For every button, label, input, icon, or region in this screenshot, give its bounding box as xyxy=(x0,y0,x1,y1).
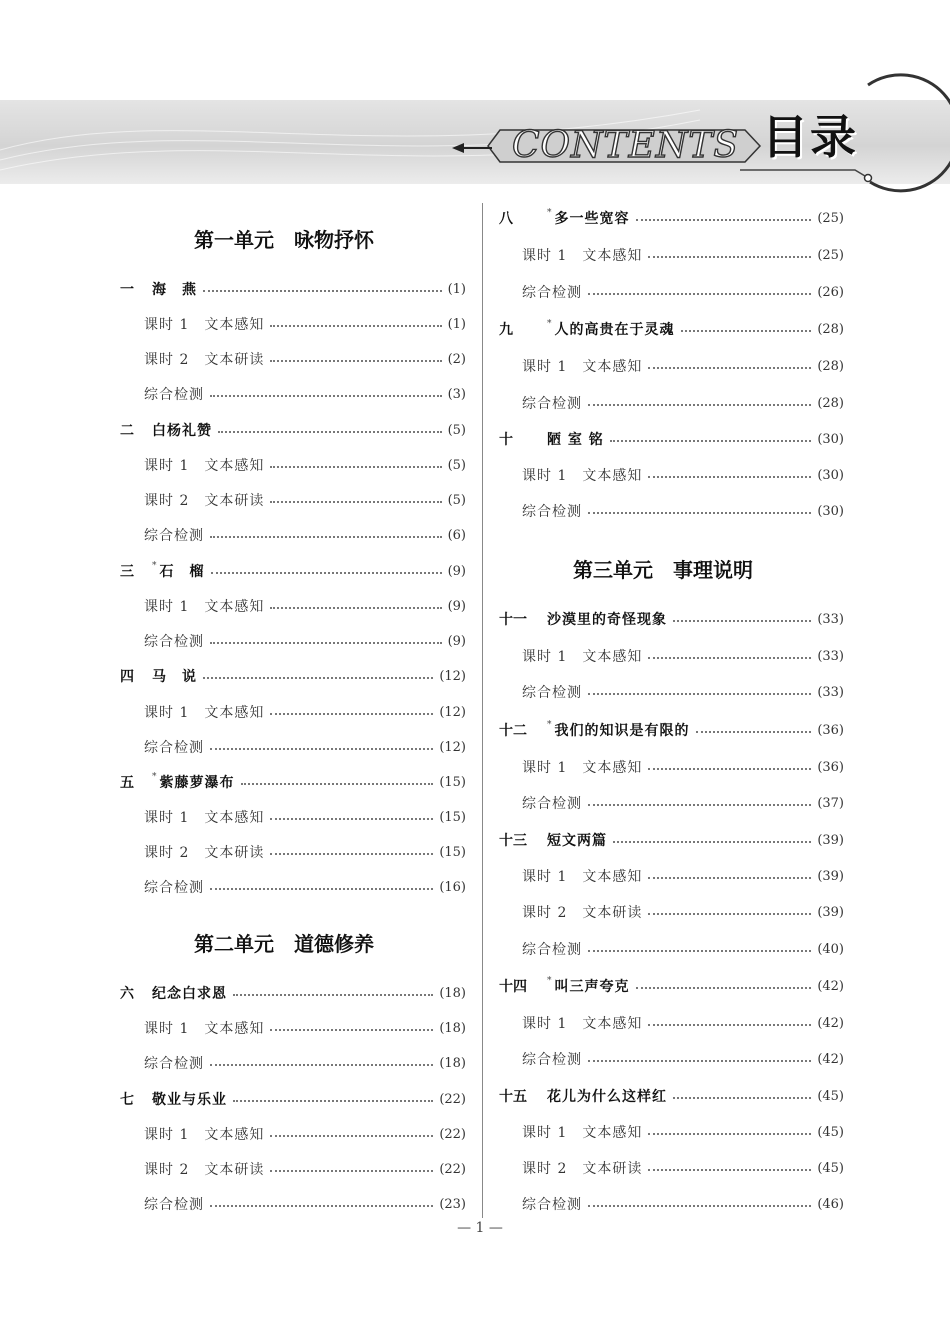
lesson-number: 九 xyxy=(499,322,513,338)
toc-lesson-entry[interactable] xyxy=(499,318,844,340)
page-reference: (5) xyxy=(447,492,466,508)
lesson-title: 纪念白求恩 xyxy=(152,986,227,1002)
dot-leader xyxy=(270,323,441,327)
unit-heading: 第一单元 咏物抒怀 xyxy=(194,228,374,252)
dot-leader xyxy=(588,948,811,952)
toc-sub-entry[interactable] xyxy=(522,645,844,667)
toc-sub-entry[interactable] xyxy=(522,681,844,703)
sub-entry-title: 综合检测 xyxy=(144,740,204,756)
page-reference: (9) xyxy=(447,633,466,649)
toc-lesson-entry[interactable] xyxy=(499,207,844,229)
toc-sub-entry[interactable] xyxy=(144,1193,466,1215)
self-study-star-icon: * xyxy=(547,976,552,986)
lesson-title: 陋 室 铭 xyxy=(547,432,604,448)
dot-leader xyxy=(681,328,812,332)
page-reference: (28) xyxy=(817,321,844,337)
toc-sub-entry[interactable] xyxy=(522,938,844,960)
sub-entry-title: 综合检测 xyxy=(144,880,204,896)
toc-lesson-entry[interactable] xyxy=(120,278,466,300)
lesson-number: 十一 xyxy=(499,612,527,628)
toc-sub-entry[interactable] xyxy=(144,876,466,898)
lesson-title: 海 燕 xyxy=(152,282,197,298)
sub-entry-title: 课时 1 文本感知 xyxy=(144,458,265,474)
toc-lesson-entry[interactable] xyxy=(120,419,466,441)
toc-sub-entry[interactable] xyxy=(522,792,844,814)
sub-entry-title: 课时 2 文本研读 xyxy=(144,1162,265,1178)
page-reference: (26) xyxy=(817,284,844,300)
sub-entry-title: 课时 2 文本研读 xyxy=(144,493,265,509)
page-reference: (30) xyxy=(817,467,844,483)
dot-leader xyxy=(648,365,811,369)
dot-leader xyxy=(270,605,441,609)
dot-leader xyxy=(210,1062,433,1066)
page-reference: (5) xyxy=(447,422,466,438)
column-divider xyxy=(482,203,483,1218)
toc-sub-entry[interactable] xyxy=(522,1157,844,1179)
toc-sub-entry[interactable] xyxy=(144,313,466,335)
lesson-title: 我们的知识是有限的 xyxy=(554,723,690,739)
sub-entry-title: 课时 1 文本感知 xyxy=(144,810,265,826)
self-study-star-icon: * xyxy=(547,319,552,329)
lesson-number: 四 xyxy=(120,669,134,685)
page-reference: (3) xyxy=(447,386,466,402)
sub-entry-title: 课时 2 文本研读 xyxy=(522,1161,643,1177)
page-number: — 1 — xyxy=(457,1220,503,1236)
page-reference: (33) xyxy=(817,611,844,627)
dot-leader xyxy=(588,291,811,295)
dot-leader xyxy=(648,474,811,478)
page-reference: (46) xyxy=(817,1196,844,1212)
toc-lesson-entry[interactable] xyxy=(499,975,844,997)
lesson-number: 二 xyxy=(120,423,134,439)
page-reference: (2) xyxy=(447,351,466,367)
dot-leader xyxy=(270,358,441,362)
toc-sub-entry[interactable] xyxy=(522,500,844,522)
toc-sub-entry[interactable] xyxy=(144,1158,466,1180)
lesson-number: 七 xyxy=(120,1092,134,1108)
page-reference: (39) xyxy=(817,832,844,848)
toc-lesson-entry[interactable] xyxy=(499,1085,844,1107)
toc-sub-entry[interactable] xyxy=(522,865,844,887)
lesson-number: 八 xyxy=(499,211,513,227)
page-reference: (15) xyxy=(439,844,466,860)
dot-leader xyxy=(270,1168,433,1172)
page-reference: (15) xyxy=(439,809,466,825)
lesson-title: 叫三声夸克 xyxy=(554,979,630,995)
page-reference: (22) xyxy=(439,1126,466,1142)
page-reference: (45) xyxy=(817,1160,844,1176)
toc-sub-entry[interactable] xyxy=(144,736,466,758)
sub-entry-title: 课时 1 文本感知 xyxy=(144,1021,265,1037)
dot-leader xyxy=(636,217,812,221)
dot-leader xyxy=(648,655,811,659)
dot-leader xyxy=(211,570,442,574)
toc-sub-entry[interactable] xyxy=(144,454,466,476)
sub-entry-title: 综合检测 xyxy=(522,504,582,520)
dot-leader xyxy=(210,640,442,644)
self-study-star-icon: * xyxy=(547,208,552,218)
toc-lesson-entry[interactable] xyxy=(499,608,844,630)
sub-entry-title: 综合检测 xyxy=(144,528,204,544)
dot-leader xyxy=(636,985,812,989)
lesson-title: 多一些宽容 xyxy=(554,211,630,227)
lesson-title: 白杨礼赞 xyxy=(152,423,212,439)
banner-decoration xyxy=(0,0,950,200)
page-reference: (28) xyxy=(817,395,844,411)
contents-english-title: CONTENTS xyxy=(512,125,740,166)
page-reference: (30) xyxy=(817,503,844,519)
dot-leader xyxy=(588,1203,811,1207)
sub-entry-title: 综合检测 xyxy=(522,285,582,301)
toc-sub-entry[interactable] xyxy=(522,1012,844,1034)
toc-lesson-entry[interactable] xyxy=(499,829,844,851)
sub-entry-title: 课时 2 文本研读 xyxy=(522,905,643,921)
dot-leader xyxy=(673,618,811,622)
dot-leader xyxy=(696,729,812,733)
dot-leader xyxy=(218,429,442,433)
dot-leader xyxy=(648,1131,811,1135)
toc-sub-entry[interactable] xyxy=(144,630,466,652)
lesson-number: 一 xyxy=(120,282,134,298)
page-reference: (45) xyxy=(817,1124,844,1140)
dot-leader xyxy=(270,851,433,855)
sub-entry-title: 综合检测 xyxy=(522,396,582,412)
lesson-title: 人的高贵在于灵魂 xyxy=(554,322,675,338)
dot-leader xyxy=(210,393,442,397)
lesson-number: 十二 xyxy=(499,723,527,739)
dot-leader xyxy=(610,438,812,442)
sub-entry-title: 课时 1 文本感知 xyxy=(522,1016,643,1032)
lesson-number: 十四 xyxy=(499,979,527,995)
sub-entry-title: 综合检测 xyxy=(522,796,582,812)
sub-entry-title: 综合检测 xyxy=(144,1056,204,1072)
page-reference: (40) xyxy=(817,941,844,957)
self-study-star-icon: * xyxy=(152,561,157,571)
dot-leader xyxy=(203,675,433,679)
page-reference: (36) xyxy=(817,759,844,775)
toc-sub-entry[interactable] xyxy=(144,1017,466,1039)
page-reference: (25) xyxy=(817,210,844,226)
toc-sub-entry[interactable] xyxy=(522,1193,844,1215)
sub-entry-title: 课时 2 文本研读 xyxy=(144,352,265,368)
dot-leader xyxy=(588,402,811,406)
lesson-title: 马 说 xyxy=(152,669,197,685)
toc-sub-entry[interactable] xyxy=(144,524,466,546)
lesson-title: 花儿为什么这样红 xyxy=(547,1089,667,1105)
page-reference: (18) xyxy=(439,985,466,1001)
page-reference: (12) xyxy=(439,704,466,720)
page-reference: (1) xyxy=(447,281,466,297)
toc-sub-entry[interactable] xyxy=(522,244,844,266)
page-reference: (6) xyxy=(447,527,466,543)
dot-leader xyxy=(270,464,441,468)
sub-entry-title: 课时 1 文本感知 xyxy=(522,1125,643,1141)
page-reference: (42) xyxy=(817,978,844,994)
page-reference: (36) xyxy=(817,722,844,738)
toc-sub-entry[interactable] xyxy=(144,1052,466,1074)
page-reference: (18) xyxy=(439,1055,466,1071)
page-reference: (12) xyxy=(439,739,466,755)
lesson-title: 敬业与乐业 xyxy=(152,1092,227,1108)
page-reference: (45) xyxy=(817,1088,844,1104)
page-reference: (25) xyxy=(817,247,844,263)
lesson-number: 六 xyxy=(120,986,134,1002)
toc-sub-entry[interactable] xyxy=(522,756,844,778)
dot-leader xyxy=(270,1027,433,1031)
dot-leader xyxy=(270,499,441,503)
sub-entry-title: 课时 1 文本感知 xyxy=(144,705,265,721)
dot-leader xyxy=(241,781,434,785)
sub-entry-title: 综合检测 xyxy=(522,1052,582,1068)
toc-sub-entry[interactable] xyxy=(144,701,466,723)
lesson-title: 短文两篇 xyxy=(547,833,607,849)
sub-entry-title: 课时 1 文本感知 xyxy=(522,359,643,375)
sub-entry-title: 课时 1 文本感知 xyxy=(522,468,643,484)
toc-sub-entry[interactable] xyxy=(522,355,844,377)
lesson-number: 十五 xyxy=(499,1089,527,1105)
dot-leader xyxy=(648,1167,811,1171)
page-reference: (42) xyxy=(817,1015,844,1031)
toc-lesson-entry[interactable] xyxy=(120,665,466,687)
dot-leader xyxy=(648,1022,811,1026)
dot-leader xyxy=(648,875,811,879)
page-reference: (1) xyxy=(447,316,466,332)
sub-entry-title: 综合检测 xyxy=(144,634,204,650)
dot-leader xyxy=(270,816,433,820)
page-reference: (39) xyxy=(817,904,844,920)
sub-entry-title: 综合检测 xyxy=(522,685,582,701)
dot-leader xyxy=(210,886,433,890)
page-reference: (5) xyxy=(447,457,466,473)
toc-lesson-entry[interactable] xyxy=(120,560,466,582)
lesson-number: 五 xyxy=(120,775,134,791)
sub-entry-title: 课时 1 文本感知 xyxy=(522,649,643,665)
toc-lesson-entry[interactable] xyxy=(120,1088,466,1110)
toc-sub-entry[interactable] xyxy=(144,1123,466,1145)
page-reference: (28) xyxy=(817,358,844,374)
dot-leader xyxy=(673,1095,811,1099)
toc-sub-entry[interactable] xyxy=(144,595,466,617)
page-reference: (23) xyxy=(439,1196,466,1212)
lesson-title: 沙漠里的奇怪现象 xyxy=(547,612,667,628)
page-reference: (22) xyxy=(439,1161,466,1177)
dot-leader xyxy=(648,254,811,258)
page-reference: (18) xyxy=(439,1020,466,1036)
toc-lesson-entry[interactable] xyxy=(120,982,466,1004)
contents-chinese-title: 目录 xyxy=(762,110,858,164)
toc-sub-entry[interactable] xyxy=(522,392,844,414)
dot-leader xyxy=(233,1098,433,1102)
sub-entry-title: 课时 1 文本感知 xyxy=(144,317,265,333)
page-reference: (22) xyxy=(439,1091,466,1107)
toc-sub-entry[interactable] xyxy=(144,348,466,370)
lesson-number: 十 xyxy=(499,432,513,448)
unit-heading: 第三单元 事理说明 xyxy=(573,558,753,582)
toc-lesson-entry[interactable] xyxy=(120,771,466,793)
page-reference: (37) xyxy=(817,795,844,811)
toc-sub-entry[interactable] xyxy=(144,841,466,863)
page-reference: (9) xyxy=(447,598,466,614)
sub-entry-title: 课时 1 文本感知 xyxy=(522,869,643,885)
toc-sub-entry[interactable] xyxy=(144,806,466,828)
self-study-star-icon: * xyxy=(547,720,552,730)
toc-sub-entry[interactable] xyxy=(522,464,844,486)
dot-leader xyxy=(203,288,442,292)
sub-entry-title: 综合检测 xyxy=(522,942,582,958)
page-reference: (33) xyxy=(817,648,844,664)
sub-entry-title: 课时 1 文本感知 xyxy=(144,1127,265,1143)
page-reference: (42) xyxy=(817,1051,844,1067)
dot-leader xyxy=(270,1133,433,1137)
dot-leader xyxy=(270,711,433,715)
page-reference: (33) xyxy=(817,684,844,700)
toc-sub-entry[interactable] xyxy=(522,1048,844,1070)
sub-entry-title: 综合检测 xyxy=(144,387,204,403)
dot-leader xyxy=(210,746,433,750)
sub-entry-title: 课时 2 文本研读 xyxy=(144,845,265,861)
sub-entry-title: 课时 1 文本感知 xyxy=(144,599,265,615)
lesson-number: 三 xyxy=(120,564,134,580)
page-reference: (9) xyxy=(447,563,466,579)
dot-leader xyxy=(588,1058,811,1062)
toc-sub-entry[interactable] xyxy=(144,489,466,511)
dot-leader xyxy=(588,802,811,806)
dot-leader xyxy=(648,911,811,915)
lesson-number: 十三 xyxy=(499,833,527,849)
unit-heading: 第二单元 道德修养 xyxy=(194,932,374,956)
sub-entry-title: 课时 1 文本感知 xyxy=(522,248,643,264)
page-reference: (12) xyxy=(439,668,466,684)
toc-sub-entry[interactable] xyxy=(522,901,844,923)
dot-leader xyxy=(210,534,442,538)
self-study-star-icon: * xyxy=(152,772,157,782)
dot-leader xyxy=(588,691,811,695)
dot-leader xyxy=(210,1203,433,1207)
page-reference: (16) xyxy=(439,879,466,895)
sub-entry-title: 综合检测 xyxy=(144,1197,204,1213)
page-reference: (15) xyxy=(439,774,466,790)
sub-entry-title: 综合检测 xyxy=(522,1197,582,1213)
toc-sub-entry[interactable] xyxy=(522,281,844,303)
toc-sub-entry[interactable] xyxy=(522,1121,844,1143)
lesson-title: 紫藤萝瀑布 xyxy=(159,775,235,791)
dot-leader xyxy=(588,510,811,514)
page-reference: (30) xyxy=(817,431,844,447)
toc-sub-entry[interactable] xyxy=(144,383,466,405)
sub-entry-title: 课时 1 文本感知 xyxy=(522,760,643,776)
toc-lesson-entry[interactable] xyxy=(499,428,844,450)
dot-leader xyxy=(613,839,811,843)
page-reference: (39) xyxy=(817,868,844,884)
lesson-title: 石 榴 xyxy=(159,564,205,580)
toc-lesson-entry[interactable] xyxy=(499,719,844,741)
dot-leader xyxy=(648,766,811,770)
dot-leader xyxy=(233,992,433,996)
